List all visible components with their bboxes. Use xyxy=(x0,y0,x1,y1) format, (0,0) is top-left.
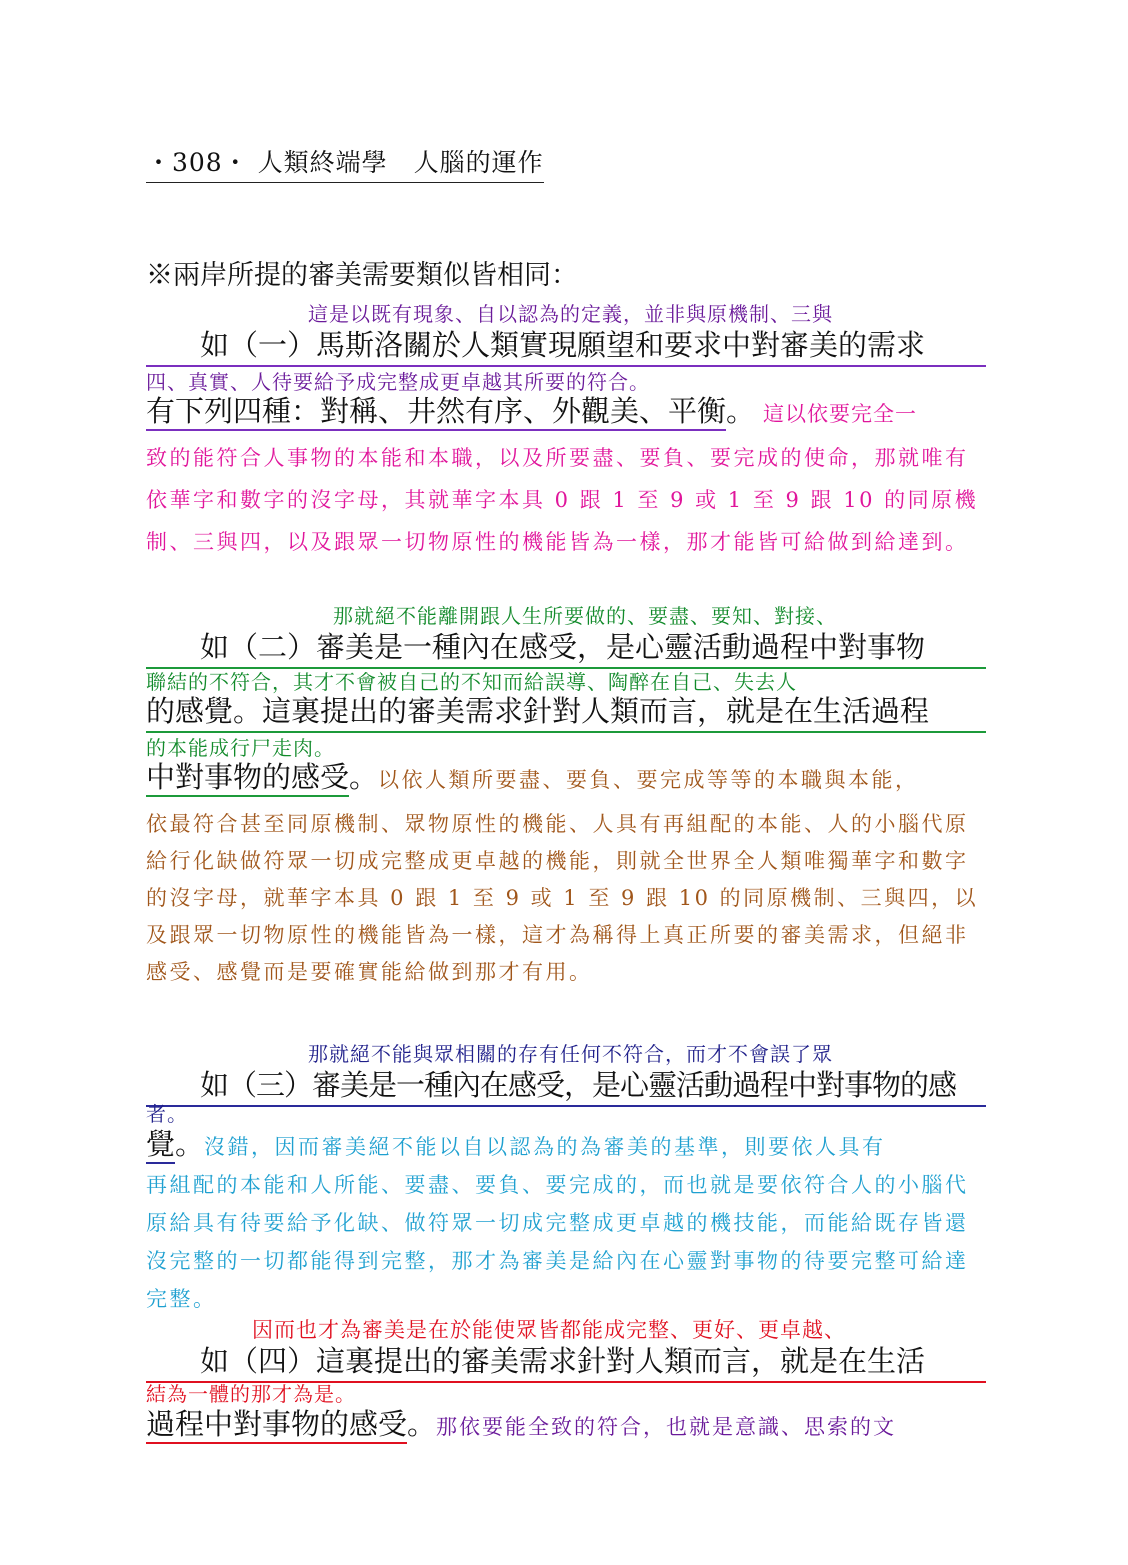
s3-main-line-2: 覺 xyxy=(146,1127,175,1164)
s2-annotation-3: 的本能成行尸走肉。 xyxy=(146,736,335,760)
s3-annotation-2: 者。 xyxy=(146,1102,188,1126)
s2-paragraph: 依最符合甚至同原機制、眾物原性的機能、人具有再組配的本能、人的小腦代原給行化缺做符眾一切成完整成更卓越的機能，則就全世界全人類唯獨華字和數字的沒字母，就華字本具 0 跟 1 至 9 或 1 至 9 跟 10 的同原機制、三與四，以及跟眾一切物原性的機能皆為一樣，這才為稱得上真正所要的審美需求，但絕非感受、感覺而是要確實能給做到那才有用。 xyxy=(146,812,979,984)
s3-period: 。 xyxy=(175,1127,205,1161)
s2-main-line-1: 如（二）審美是一種內在感受，是心靈活動過程中對事物 xyxy=(146,628,986,669)
intro-line: ※兩岸所提的審美需要類似皆相同： xyxy=(146,260,578,291)
s4-main-line-2: 過程中對事物的感受 xyxy=(146,1407,407,1444)
s2-annotation-1: 那就絕不能離開跟人生所要做的、要盡、要知、對接、 xyxy=(333,604,837,628)
s3-annotation-1: 那就絕不能與眾相關的存有任何不符合，而才不會誤了眾 xyxy=(308,1042,833,1066)
s1-annotation-2: 四、真實、人待要給予成完整成更卓越其所要的符合。 xyxy=(146,370,650,394)
s1-period: 。 xyxy=(726,394,756,428)
s1-main-line-1: 如（一）馬斯洛關於人類實現願望和要求中對審美的需求 xyxy=(146,326,986,367)
s4-annotation-1: 因而也才為審美是在於能使眾皆都能成完整、更好、更卓越、 xyxy=(252,1318,846,1342)
s2-annotation-2: 聯結的不符合，其才不會被自己的不知而給誤導、陶醉在自己、失去人 xyxy=(146,670,797,694)
s1-tail: 這以依要完全一 xyxy=(763,402,918,426)
s2-main-line-2: 的感覺。這裏提出的審美需求針對人類而言，就是在生活過程 xyxy=(146,692,986,733)
s1-paragraph: 致的能符合人事物的本能和本職，以及所要盡、要負、要完成的使命，那就唯有依華字和數字的沒字母，其就華字本具 0 跟 1 至 9 或 1 至 9 跟 10 的同原機制、三與四，以及跟眾一切物原性的機能皆為一樣，那才能皆可給做到給達到。 xyxy=(146,446,979,554)
s2-period: 。 xyxy=(349,760,379,794)
s3-paragraph: 再組配的本能和人所能、要盡、要負、要完成的，而也就是要依符合人的小腦代原給具有待要給予化缺、做符眾一切成完整成更卓越的機技能，而能給既存皆還沒完整的一切都能得到完整，那才為審美是給內在心靈對事物的待要完整可給達完整。 xyxy=(146,1173,969,1311)
s3-tail: 沒錯，因而審美絕不能以自以認為的為審美的基準，則要依人具有 xyxy=(204,1135,886,1159)
s4-period: 。 xyxy=(407,1407,437,1441)
s2-main-line-3: 中對事物的感受 xyxy=(146,760,349,797)
page-header: ・308・ 人類終端學 人腦的運作 xyxy=(146,146,544,183)
s4-tail: 那依要能全致的符合，也就是意識、思索的文 xyxy=(436,1415,897,1439)
s2-tail: 以依人類所要盡、要負、要完成等等的本職與本能， xyxy=(378,768,919,792)
s1-main-line-2-row xyxy=(146,392,917,430)
s1-main-line-2: 有下列四種：對稱、井然有序、外觀美、平衡 xyxy=(146,394,726,431)
s4-annotation-2: 結為一體的那才為是。 xyxy=(146,1382,356,1406)
s3-main-line-2-row xyxy=(146,1125,886,1163)
s3-main-line-1: 如（三）審美是一種內在感受，是心靈活動過程中對事物的感 xyxy=(146,1066,986,1107)
s1-annotation-1: 這是以既有現象、自以認為的定義，並非與原機制、三與 xyxy=(308,302,833,326)
s4-main-line-2-row xyxy=(146,1405,896,1443)
s2-main-line-3-row xyxy=(146,758,919,796)
s4-main-line-1: 如（四）這裏提出的審美需求針對人類而言，就是在生活 xyxy=(146,1342,986,1383)
